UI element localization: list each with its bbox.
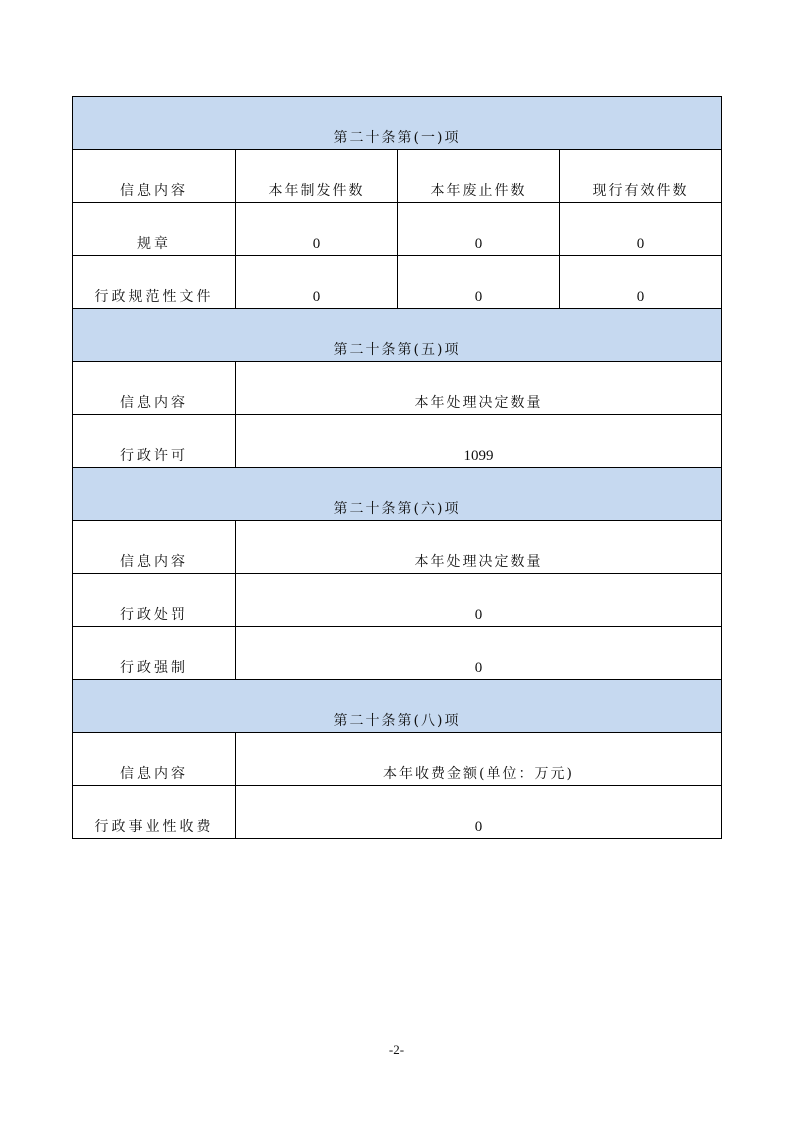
- row-label: 行政许可: [73, 415, 236, 468]
- column-header: 本年废止件数: [398, 150, 560, 203]
- column-header: 本年处理决定数量: [236, 362, 722, 415]
- section-header-row: [73, 468, 722, 521]
- column-header: 本年制发件数: [236, 150, 398, 203]
- info-content-header: 信息内容: [73, 521, 236, 574]
- table-row: [73, 415, 722, 468]
- section-title: 第二十条第(一)项: [73, 97, 722, 150]
- value-cell: 0: [236, 574, 722, 627]
- value-cell: 0: [560, 203, 722, 256]
- row-label: 规章: [73, 203, 236, 256]
- value-cell: 0: [236, 256, 398, 309]
- info-content-header: 信息内容: [73, 150, 236, 203]
- value-cell: 0: [236, 786, 722, 839]
- table-row: [73, 574, 722, 627]
- disclosure-table: [72, 96, 722, 839]
- table-row: [73, 786, 722, 839]
- table-row: [73, 627, 722, 680]
- section-header-row: [73, 309, 722, 362]
- row-label: 行政处罚: [73, 574, 236, 627]
- column-header: 本年收费金额(单位：万元): [236, 733, 722, 786]
- section-title: 第二十条第(八)项: [73, 680, 722, 733]
- section-title: 第二十条第(五)项: [73, 309, 722, 362]
- column-header: 现行有效件数: [560, 150, 722, 203]
- column-header-row: [73, 150, 722, 203]
- section-header-row: [73, 97, 722, 150]
- column-header-row: [73, 362, 722, 415]
- column-header: 本年处理决定数量: [236, 521, 722, 574]
- value-cell: 0: [236, 203, 398, 256]
- column-header-row: [73, 521, 722, 574]
- table-row: [73, 203, 722, 256]
- value-cell: 0: [560, 256, 722, 309]
- page-number: -2-: [388, 1042, 405, 1057]
- section-header-row: [73, 680, 722, 733]
- section-title: 第二十条第(六)项: [73, 468, 722, 521]
- value-cell: 1099: [236, 415, 722, 468]
- info-content-header: 信息内容: [73, 733, 236, 786]
- row-label: 行政规范性文件: [73, 256, 236, 309]
- value-cell: 0: [236, 627, 722, 680]
- table-row: [73, 256, 722, 309]
- value-cell: 0: [398, 203, 560, 256]
- row-label: 行政强制: [73, 627, 236, 680]
- info-content-header: 信息内容: [73, 362, 236, 415]
- row-label: 行政事业性收费: [73, 786, 236, 839]
- column-header-row: [73, 733, 722, 786]
- value-cell: 0: [398, 256, 560, 309]
